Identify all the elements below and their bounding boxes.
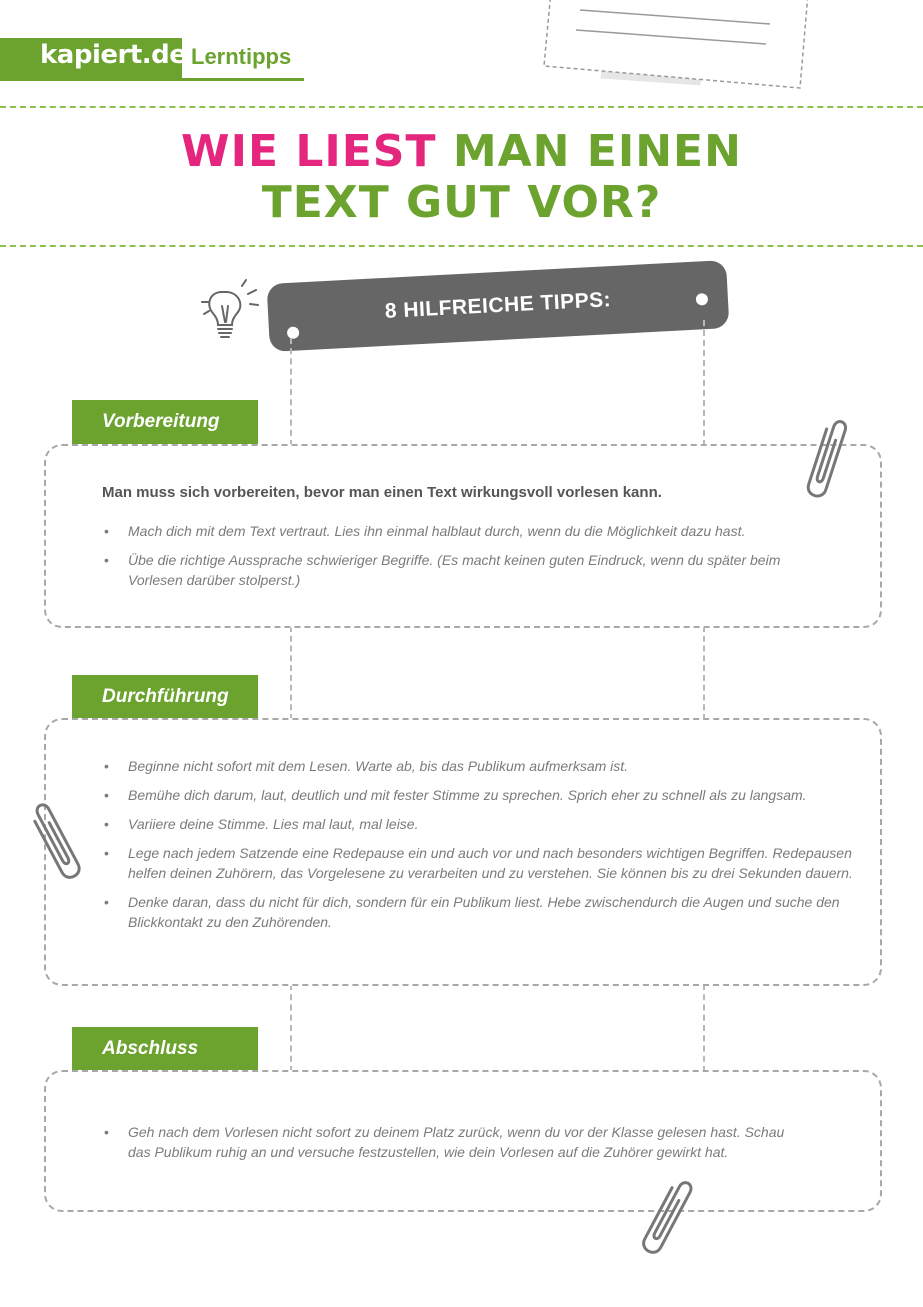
section-heading-durchfuehrung bbox=[72, 675, 258, 719]
connector-line bbox=[703, 320, 705, 446]
section-heading-label: Abschluss bbox=[102, 1038, 199, 1059]
section-card-durchfuehrung bbox=[44, 718, 882, 986]
section-heading-abschluss bbox=[72, 1027, 258, 1071]
title-pink: WIE LIEST bbox=[181, 126, 437, 177]
tip-list bbox=[102, 756, 872, 941]
connector-line bbox=[290, 338, 292, 446]
list-item bbox=[102, 843, 872, 883]
paperclip-icon bbox=[630, 1170, 700, 1266]
connector-line bbox=[703, 984, 705, 1072]
bullet: • bbox=[104, 758, 109, 774]
tip-text: Bemühe dich darum, laut, deutlich und mit fester Stimme zu sprechen. Sprich eher zu schnell als zu langsam. bbox=[128, 787, 807, 803]
list-item bbox=[102, 521, 832, 541]
bullet: • bbox=[104, 787, 109, 803]
tip-text: Mach dich mit dem Text vertraut. Lies ihn einmal halblaut durch, wenn du die Möglichkeit dazu hast. bbox=[128, 523, 746, 539]
tip-text: Übe die richtige Aussprache schwieriger Begriffe. (Es macht keinen guten Eindruck, wenn du später beim Vorlesen darüber stolperst.) bbox=[128, 552, 781, 588]
bullet: • bbox=[104, 894, 109, 910]
list-item bbox=[102, 785, 872, 805]
section-heading-label: Vorbereitung bbox=[102, 411, 220, 432]
tip-text: Beginne nicht sofort mit dem Lesen. Warte ab, bis das Publikum aufmerksam ist. bbox=[128, 758, 629, 774]
list-item bbox=[102, 814, 872, 834]
tips-banner bbox=[267, 260, 730, 352]
section-card-vorbereitung bbox=[44, 444, 882, 628]
list-item bbox=[102, 1122, 802, 1162]
list-item bbox=[102, 892, 872, 932]
tip-text: Lege nach jedem Satzende eine Redepause ein und auch vor und nach besonders wichtigen Begriffen. Redepausen helfen deinen Zuhörern, das Vorgelesene zu verarbeiten und zu verstehen. Sie können bis zu drei Sekunden dauern. bbox=[128, 845, 853, 881]
tip-text: Denke daran, dass du nicht für dich, sondern für ein Publikum liest. Hebe zwischendurch die Augen und suche den Blickkontakt zu den Zuhörenden. bbox=[128, 894, 840, 930]
logo-underline bbox=[0, 78, 304, 81]
paperclip-icon bbox=[795, 412, 855, 508]
divider-top bbox=[0, 106, 923, 108]
connector-line bbox=[290, 984, 292, 1072]
banner-title: 8 HILFREICHE TIPPS: bbox=[384, 288, 612, 323]
lightbulb-icon bbox=[200, 278, 262, 342]
bullet: • bbox=[104, 1124, 109, 1140]
section-heading-vorbereitung bbox=[72, 400, 258, 444]
page-title-line2: TEXT GUT VOR? bbox=[261, 177, 662, 228]
tip-list bbox=[102, 521, 832, 599]
title-green: MAN EINEN bbox=[452, 126, 742, 177]
tip-list bbox=[102, 1122, 802, 1171]
list-item bbox=[102, 756, 872, 776]
tip-text: Geh nach dem Vorlesen nicht sofort zu deinem Platz zurück, wenn du vor der Klasse gelesen hast. Schau das Publikum ruhig an und versuche festzustellen, wie dein Vorlesen auf die Zuhörer gewirkt hat. bbox=[128, 1124, 785, 1160]
page-title bbox=[0, 125, 923, 179]
section-heading-label: Durchführung bbox=[102, 686, 229, 707]
section-card-abschluss bbox=[44, 1070, 882, 1212]
logo: kapiert.de bbox=[40, 40, 187, 70]
connector-line bbox=[703, 626, 705, 720]
section-lead: Man muss sich vorbereiten, bevor man einen Text wirkungsvoll vorlesen kann. bbox=[102, 484, 662, 501]
connector-line bbox=[290, 626, 292, 720]
divider-title bbox=[0, 245, 923, 247]
list-item bbox=[102, 550, 832, 590]
bullet: • bbox=[104, 845, 109, 861]
paper-sheet-illustration bbox=[540, 0, 810, 95]
tip-text: Variiere deine Stimme. Lies mal laut, mal leise. bbox=[128, 816, 419, 832]
bullet: • bbox=[104, 816, 109, 832]
bullet: • bbox=[104, 552, 109, 568]
bullet: • bbox=[104, 523, 109, 539]
paperclip-icon bbox=[26, 796, 86, 892]
section-label: Lerntipps bbox=[191, 44, 292, 69]
